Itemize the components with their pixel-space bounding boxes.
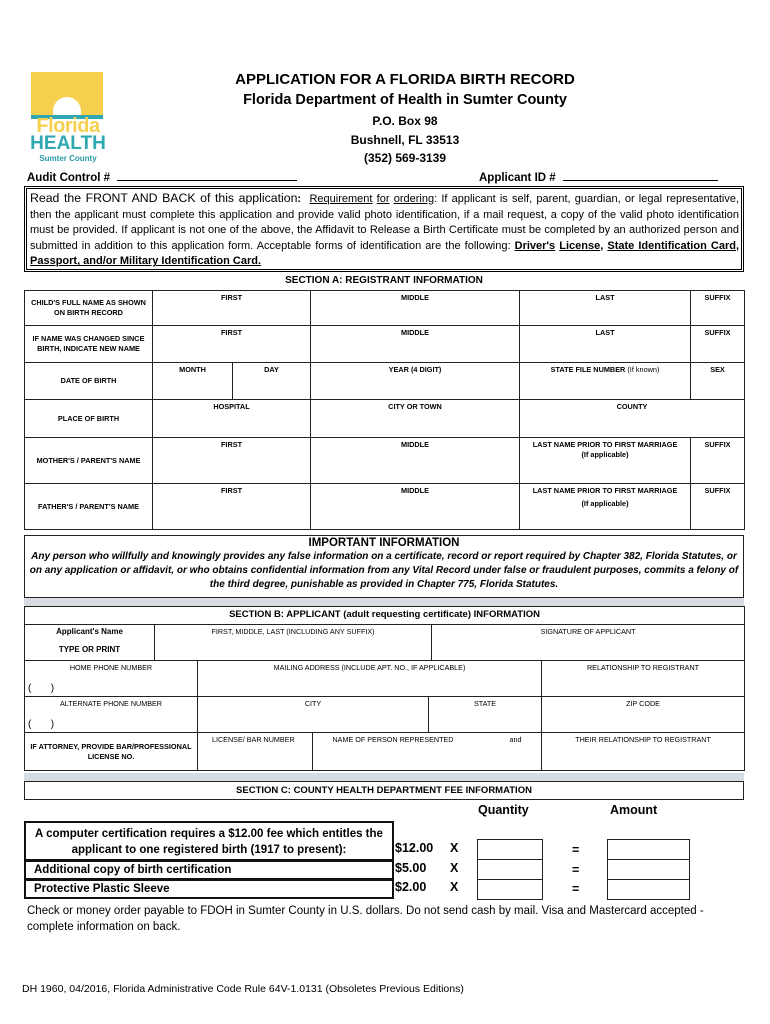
new-middle-name-field[interactable]: MIDDLE xyxy=(311,326,520,363)
important-title: IMPORTANT INFORMATION xyxy=(308,537,460,549)
multiply-sign: X xyxy=(450,880,459,894)
middle-name-field[interactable]: MIDDLE xyxy=(311,291,520,326)
hospital-field[interactable]: HOSPITAL xyxy=(153,400,311,438)
table-row xyxy=(25,438,745,484)
signature-field[interactable]: SIGNATURE OF APPLICANT xyxy=(432,625,745,661)
mother-maiden-field[interactable]: LAST NAME PRIOR TO FIRST MARRIAGE (If applicable) xyxy=(520,438,691,484)
row-label: IF NAME WAS CHANGED SINCE BIRTH, INDICATE NEW NAME xyxy=(25,326,153,363)
price-plastic-sleeve: $2.00 xyxy=(395,880,427,894)
new-last-name-field[interactable]: LAST xyxy=(520,326,691,363)
equals-sign: = xyxy=(572,863,580,877)
quantity-input-additional-copy[interactable] xyxy=(477,859,543,880)
their-relationship-field[interactable]: THEIR RELATIONSHIP TO REGISTRANT xyxy=(542,733,745,771)
table-row xyxy=(25,363,745,400)
table-row xyxy=(25,733,745,771)
alternate-phone-field[interactable]: ALTERNATE PHONE NUMBER ( ) xyxy=(25,697,198,733)
mother-middle-field[interactable]: MIDDLE xyxy=(311,438,520,484)
city-field[interactable]: CITY xyxy=(198,697,429,733)
audit-control-field[interactable] xyxy=(117,170,297,181)
birth-year-field[interactable]: YEAR (4 DIGIT) xyxy=(311,363,520,400)
quantity-header: Quantity xyxy=(478,803,529,817)
father-first-field[interactable]: FIRST xyxy=(153,484,311,530)
divider-band xyxy=(24,598,744,606)
florida-health-logo xyxy=(27,70,107,166)
important-information xyxy=(24,535,744,598)
instructions-text: Read the FRONT AND BACK of this application: Requirement for ordering: If applicant is self, parent, guardian, or legal representative, then the applicant must complete this application and provide valid photo identification, if a mail request, a copy of the valid photo identification must be provided. If applicant is not one of the above, the Affidavit to Release a Birth Certificate must be completed by an authorized person and submitted in addition to this application form. Acceptable forms of identification are the following: Driver's License, State Identification Card, Passport, and/or Military Identification Card. xyxy=(30,191,740,268)
mother-first-field[interactable]: FIRST xyxy=(153,438,311,484)
applicant-id xyxy=(479,170,718,184)
home-phone-field[interactable]: HOME PHONE NUMBER ( ) xyxy=(25,661,198,697)
father-last-field[interactable]: LAST NAME PRIOR TO FIRST MARRIAGE (If applicable) xyxy=(520,484,691,530)
multiply-sign: X xyxy=(450,841,459,855)
last-name-field[interactable]: LAST xyxy=(520,291,691,326)
table-row xyxy=(25,484,745,530)
birth-month-field[interactable]: MONTH xyxy=(153,363,233,400)
attorney-label: IF ATTORNEY, PROVIDE BAR/PROFESSIONAL LICENSE NO. xyxy=(25,733,198,771)
logo-florida-text: Florida xyxy=(36,115,100,137)
table-row xyxy=(25,697,745,733)
suffix-field[interactable]: SUFFIX xyxy=(691,291,745,326)
zip-field[interactable]: ZIP CODE xyxy=(542,697,745,733)
table-row xyxy=(25,625,745,661)
applicant-id-label: Applicant ID # xyxy=(479,172,556,184)
section-c-title: SECTION C: COUNTY HEALTH DEPARTMENT FEE INFORMATION xyxy=(24,781,744,800)
table-row xyxy=(25,326,745,363)
section-a-title: SECTION A: REGISTRANT INFORMATION xyxy=(285,275,483,286)
applicant-table xyxy=(24,606,745,771)
row-label: MOTHER'S / PARENT'S NAME xyxy=(25,438,153,484)
price-additional-copy: $5.00 xyxy=(395,861,427,875)
applicant-id-field[interactable] xyxy=(563,170,718,181)
section-b-title: SECTION B: APPLICANT (adult requesting certificate) INFORMATION xyxy=(25,607,745,625)
price-certification: $12.00 xyxy=(395,841,434,855)
payment-note: Check or money order payable to FDOH in Sumter County in U.S. dollars. Do not send cash by mail. Visa and Mastercard accepted - complete information on back. xyxy=(27,905,704,933)
logo-county-text: Sumter County xyxy=(39,154,97,163)
amount-input-additional-copy[interactable] xyxy=(607,859,690,880)
page-title: APPLICATION FOR A FLORIDA BIRTH RECORD xyxy=(235,71,575,88)
po-box: P.O. Box 98 xyxy=(372,114,438,128)
row-label: FATHER'S / PARENT'S NAME xyxy=(25,484,153,530)
equals-sign: = xyxy=(572,843,580,857)
table-row xyxy=(25,661,745,697)
equals-sign: = xyxy=(572,882,580,896)
city-town-field[interactable]: CITY OR TOWN xyxy=(311,400,520,438)
license-number-field[interactable]: LICENSE/ BAR NUMBER xyxy=(198,733,313,771)
person-represented-field[interactable]: NAME OF PERSON REPRESENTED and xyxy=(313,733,542,771)
father-middle-field[interactable]: MIDDLE xyxy=(311,484,520,530)
row-label: CHILD'S FULL NAME AS SHOWN ON BIRTH RECORD xyxy=(25,291,153,326)
birth-day-field[interactable]: DAY xyxy=(233,363,311,400)
father-suffix-field[interactable]: SUFFIX xyxy=(691,484,745,530)
multiply-sign: X xyxy=(450,861,459,875)
fee-item-additional-copy: Additional copy of birth certification xyxy=(24,860,394,880)
phone-number: (352) 569-3139 xyxy=(363,151,447,165)
table-row xyxy=(25,291,745,326)
amount-header: Amount xyxy=(610,803,658,817)
amount-input-plastic-sleeve[interactable] xyxy=(607,879,690,900)
new-first-name-field[interactable]: FIRST xyxy=(153,326,311,363)
relationship-field[interactable]: RELATIONSHIP TO REGISTRANT xyxy=(542,661,745,697)
applicant-name-label: Applicant's Name TYPE OR PRINT xyxy=(25,625,155,661)
sex-field[interactable]: SEX xyxy=(691,363,745,400)
divider-band xyxy=(24,773,744,781)
page-subtitle: Florida Department of Health in Sumter County xyxy=(243,92,567,108)
new-suffix-field[interactable]: SUFFIX xyxy=(691,326,745,363)
form-footer: DH 1960, 04/2016, Florida Administrative Code Rule 64V-1.0131 (Obsoletes Previous Editions) xyxy=(22,983,464,995)
row-label: DATE OF BIRTH xyxy=(25,363,153,400)
state-file-number-field[interactable]: STATE FILE NUMBER (If known) xyxy=(520,363,691,400)
first-name-field[interactable]: FIRST xyxy=(153,291,311,326)
audit-control-label: Audit Control # xyxy=(27,172,111,184)
fee-item-plastic-sleeve: Protective Plastic Sleeve xyxy=(24,879,394,899)
table-row xyxy=(25,607,745,625)
fee-item-certification: A computer certification requires a $12.00 fee which entitles the applicant to one registered birth (1917 to present): xyxy=(24,821,394,861)
county-field[interactable]: COUNTY xyxy=(520,400,745,438)
row-label: PLACE OF BIRTH xyxy=(25,400,153,438)
important-body: Any person who willfully and knowingly provides any false information on a certificate, record or report required by Chapter 382, Florida Statutes, or on any application or affidavit, or who obtains confidential information from any Vital Record under false or fraudulent purposes, commits a felony of the third degree, punishable as provided in Chapter 775, Florida Statutes. xyxy=(29,551,739,590)
applicant-name-field[interactable]: FIRST, MIDDLE, LAST (INCLUDING ANY SUFFIX) xyxy=(155,625,432,661)
mother-suffix-field[interactable]: SUFFIX xyxy=(691,438,745,484)
logo-health-text: HEALTH xyxy=(30,133,106,154)
instructions-notice xyxy=(24,186,744,272)
amount-input-certification[interactable] xyxy=(607,839,690,860)
state-field[interactable]: STATE xyxy=(429,697,542,733)
registrant-table xyxy=(24,290,745,530)
quantity-input-certification[interactable] xyxy=(477,839,543,860)
audit-control xyxy=(27,170,297,184)
mailing-address-field[interactable]: MAILING ADDRESS (INCLUDE APT. NO., IF APPLICABLE) xyxy=(198,661,542,697)
city-address: Bushnell, FL 33513 xyxy=(350,133,460,147)
quantity-input-plastic-sleeve[interactable] xyxy=(477,879,543,900)
table-row xyxy=(25,400,745,438)
